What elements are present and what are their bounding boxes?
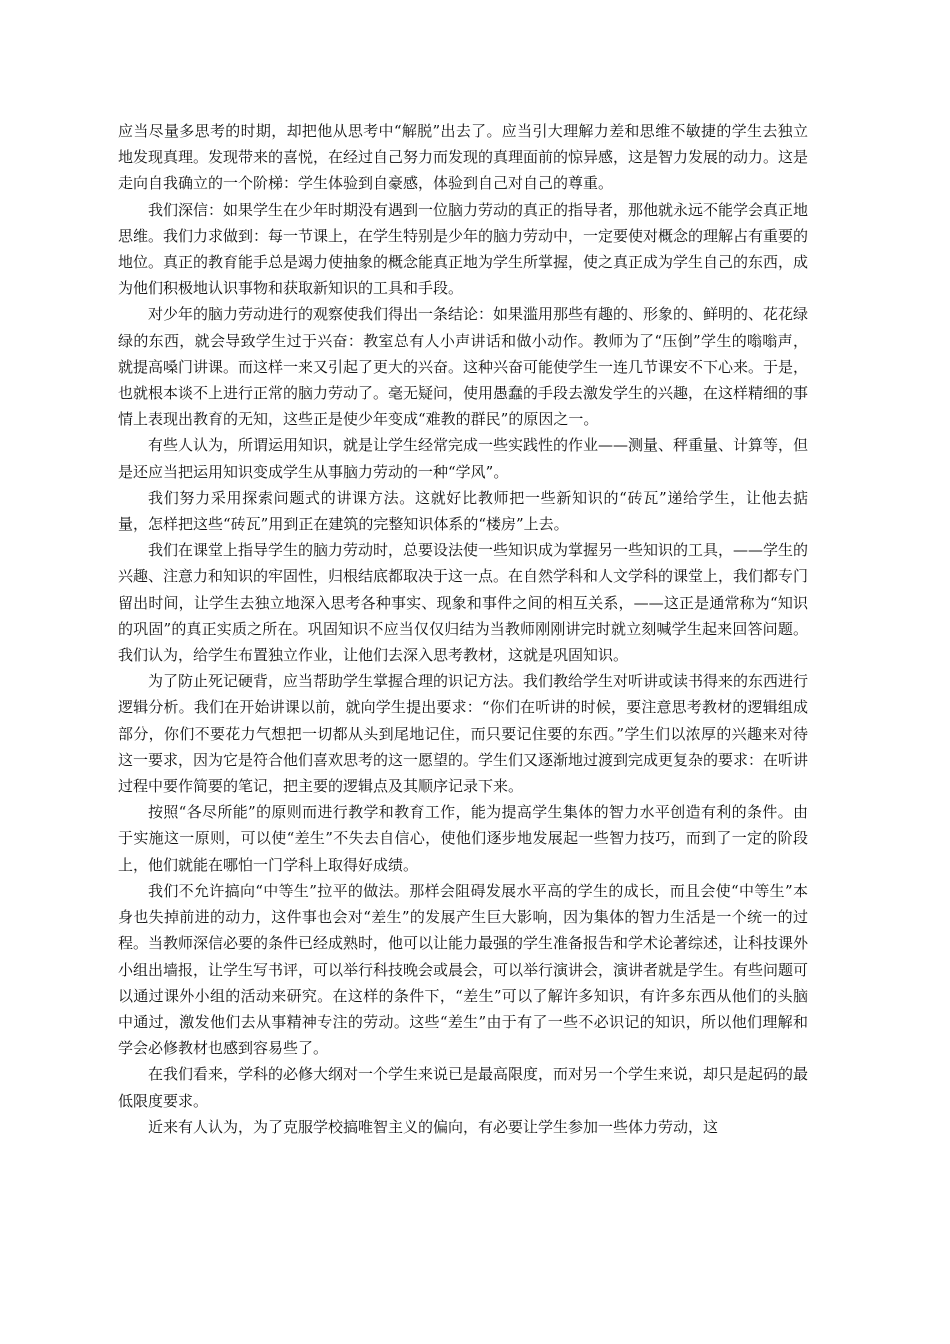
paragraph-11: 近来有人认为，为了克服学校搞唯智主义的偏向，有必要让学生参加一些体力劳动，这 <box>148 1117 719 1136</box>
paragraph-8: 按照“各尽所能”的原则而进行教学和教育工作，能为提高学生集体的智力水平创造有利的条件。由于实施这一原则，可以使“差生”不失去自信心，使他们逐步地发展起一些智力技巧，而到了一定的阶段上，他们就能在哪怕一门学科上取得好成绩。 <box>118 803 808 874</box>
paragraph-10: 在我们看来，学科的必修大纲对一个学生来说已是最高限度，而对另一个学生来说，却只是起码的最低限度要求。 <box>118 1065 809 1110</box>
document-body <box>118 118 808 1140</box>
paragraph-4: 有些人认为，所谓运用知识，就是让学生经常完成一些实践性的作业——测量、秤重量、计算等，但是还应当把运用知识变成学生从事脑力劳动的一种“学风”。 <box>118 436 809 481</box>
paragraph-6: 我们在课堂上指导学生的脑力劳动时，总要设法使一些知识成为掌握另一些知识的工具，——学生的兴趣、注意力和知识的牢固性，归根结底都取决于这一点。在自然学科和人文学科的课堂上，我们都专门留出时间，让学生去独立地深入思考各种事实、现象和事件之间的相互关系，——这正是通常称为“知识的巩固”的真正实质之所在。巩固知识不应当仅仅归结为当教师刚刚讲完时就立刻喊学生起来回答问题。我们认为，给学生布置独立作业，让他们去深入思考教材，这就是巩固知识。 <box>118 541 809 665</box>
paragraph-9: 我们不允许搞向“中等生”拉平的做法。那样会阻碍发展水平高的学生的成长，而且会使“中等生”本身也失掉前进的动力，这件事也会对“差生”的发展产生巨大影响，因为集体的智力生活是一个统一的过程。当教师深信必要的条件已经成熟时，他可以让能力最强的学生准备报告和学术论著综述，让科技课外小组出墙报，让学生写书评，可以举行科技晚会或晨会，可以举行演讲会，演讲者就是学生。有些问题可以通过课外小组的活动来研究。在这样的条件下，“差生”可以了解许多知识，有许多东西从他们的头脑中通过，激发他们去从事精神专注的劳动。这些“差生”由于有了一些不必识记的知识，所以他们理解和学会必修教材也感到容易些了。 <box>118 881 809 1058</box>
paragraph-2: 我们深信：如果学生在少年时期没有遇到一位脑力劳动的真正的指导者，那他就永远不能学会真正地思维。我们力求做到：每一节课上，在学生特别是少年的脑力劳动中，一定要使对概念的理解占有重要的地位。真正的教育能手总是竭力使抽象的概念能真正地为学生所掌握，使之真正成为学生自己的东西，成为他们积极地认识事物和获取新知识的工具和手段。 <box>118 200 809 298</box>
paragraph-7: 为了防止死记硬背，应当帮助学生掌握合理的识记方法。我们教给学生对听讲或读书得来的东西进行逻辑分析。我们在开始讲课以前，就向学生提出要求：“你们在听讲的时候，要注意思考教材的逻辑组成部分，你们不要花力气想把一切都从头到尾地记住，而只要记住要的东西。”学生们以浓厚的兴趣来对待这一要求，因为它是符合他们喜欢思考的这一愿望的。学生们又逐渐地过渡到完成更复杂的要求：在听讲过程中要作简要的笔记，把主要的逻辑点及其顺序记录下来。 <box>118 672 809 796</box>
paragraph-5: 我们努力采用探索问题式的讲课方法。这就好比教师把一些新知识的“砖瓦”递给学生，让他去掂量，怎样把这些“砖瓦”用到正在建筑的完整知识体系的“楼房”上去。 <box>118 488 808 534</box>
paragraph-3: 对少年的脑力劳动进行的观察使我们得出一条结论：如果滥用那些有趣的、形象的、鲜明的、花花绿绿的东西，就会导致学生过于兴奋：教室总有人小声讲话和做小动作。教师为了“压倒”学生的嗡嗡声，就提高嗓门讲课。而这样一来又引起了更大的兴奋。这种兴奋可能使学生一连几节课安不下心来。于是，也就根本谈不上进行正常的脑力劳动了。毫无疑问，使用愚蠢的手段去激发学生的兴趣，在这样精细的事情上表现出教育的无知，这些正是使少年变成“难教的群民”的原因之一。 <box>118 305 809 429</box>
paragraph-1: 应当尽量多思考的时期，却把他从思考中“解脱”出去了。应当引大理解力差和思维不敏捷的学生去独立地发现真理。发现带来的喜悦，在经过自己努力而发现的真理面前的惊异感，这是智力发展的动力。这是走向自我确立的一个阶梯：学生体验到自豪感，体验到自己对自己的尊重。 <box>118 122 809 193</box>
